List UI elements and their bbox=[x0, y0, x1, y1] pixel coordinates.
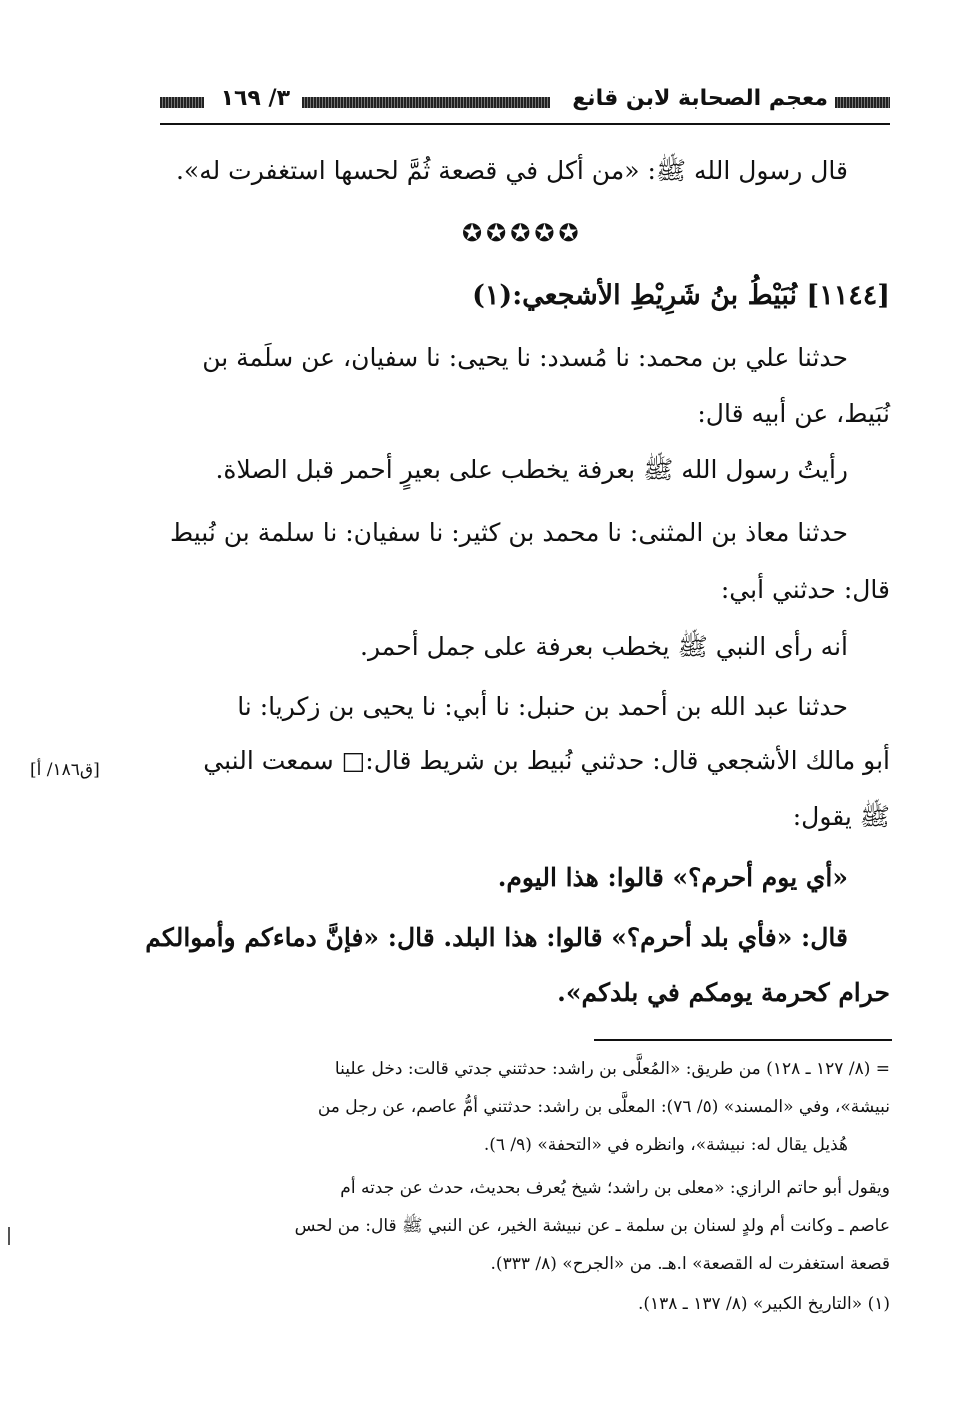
isnad-line: نُبَيط، عن أبيه قال: bbox=[697, 399, 890, 428]
isnad-line: ﷺ يقول: bbox=[792, 802, 890, 831]
isnad-line: حدثنا علي بن محمد: نا مُسدد: نا يحيى: نا سفيان، عن سلَمة بن bbox=[202, 343, 848, 372]
isnad-line: حدثنا عبد الله بن أحمد بن حنبل: نا أبي: نا يحيى بن زكريا: نا bbox=[237, 692, 848, 721]
footnote-line: ويقول أبو حاتم الرازي: «معلى بن راشد؛ شيخ يُعرف بحديث، حدث عن جدته أم bbox=[340, 1178, 890, 1198]
matn-line: «أي يوم أحرم؟» قالوا: هذا اليوم. bbox=[497, 863, 848, 892]
page-number: ٣/ ١٦٩ bbox=[220, 86, 290, 111]
scan-margin-mark bbox=[8, 1227, 10, 1245]
manuscript-folio-marker: [ق١٨٦/ أ] bbox=[30, 760, 100, 780]
matn-line: حرام كحرمة يومكم في بلدكم». bbox=[557, 978, 890, 1007]
running-header bbox=[160, 84, 890, 124]
hadith-line: قال رسول الله ﷺ: «من أكل في قصعة ثُمَّ لحسها استغفرت له». bbox=[175, 156, 848, 185]
book-title: معجم الصحابة لابن قانع bbox=[572, 86, 828, 111]
section-separator: ✪✪✪✪✪ bbox=[462, 219, 583, 247]
entry-heading: [١١٤٤] نُبَيْطُ بنُ شَرِيْطِ الأشجعي:(١) bbox=[472, 280, 890, 311]
footnote-rule bbox=[594, 1039, 892, 1041]
header-rule bbox=[160, 123, 890, 125]
isnad-line: أبو مالك الأشجعي قال: حدثني نُبيط بن شريط قال:□ سمعت النبي bbox=[203, 746, 890, 775]
header-ornament-bar bbox=[302, 97, 550, 108]
matn-line: أنه رأى النبي ﷺ يخطب بعرفة على جمل أحمر. bbox=[360, 632, 848, 661]
isnad-line: حدثنا معاذ بن المثنى: نا محمد بن كثير: نا سفيان: نا سلمة بن نُبيط bbox=[170, 518, 848, 547]
footnote-line: هُذيل يقال له: نبيشة»، وانظره في «التحفة» (٩/ ٦). bbox=[483, 1135, 848, 1155]
matn-line: قال: «فأي بلد أحرم؟» قالوا: هذا البلد. قال: «فإنَّ دماءكم وأموالكم bbox=[145, 923, 848, 952]
footnote-line: عاصم ـ وكانت أم ولدٍ لسنان بن سلمة ـ عن نبيشة الخير، عن النبي ﷺ قال: من لحس bbox=[294, 1216, 890, 1236]
header-ornament-bar bbox=[835, 97, 890, 108]
footnote-line: نبيشة»، وفي «المسند» (٥/ ٧٦): المعلَّى بن راشد: حدثتني أمُّ عاصم، عن رجل من bbox=[317, 1097, 890, 1117]
footnote-line: قصعة استغفرت له القصعة» ا.هـ. من «الجرح» (٨/ ٣٣٣). bbox=[490, 1254, 890, 1274]
footnote-line: = (٨/ ١٢٧ ـ ١٢٨) من طريق: «المُعلَّى بن راشد: حدثتني جدتي قالت: دخل علينا bbox=[334, 1059, 890, 1079]
isnad-line: قال: حدثني أبي: bbox=[720, 575, 890, 604]
header-ornament-bar bbox=[160, 97, 204, 108]
matn-line: رأيتُ رسول الله ﷺ بعرفة يخطب على بعيرٍ أحمر قبل الصلاة. bbox=[215, 455, 848, 484]
footnote-line: (١) «التاريخ الكبير» (٨/ ١٣٧ ـ ١٣٨). bbox=[637, 1294, 890, 1314]
